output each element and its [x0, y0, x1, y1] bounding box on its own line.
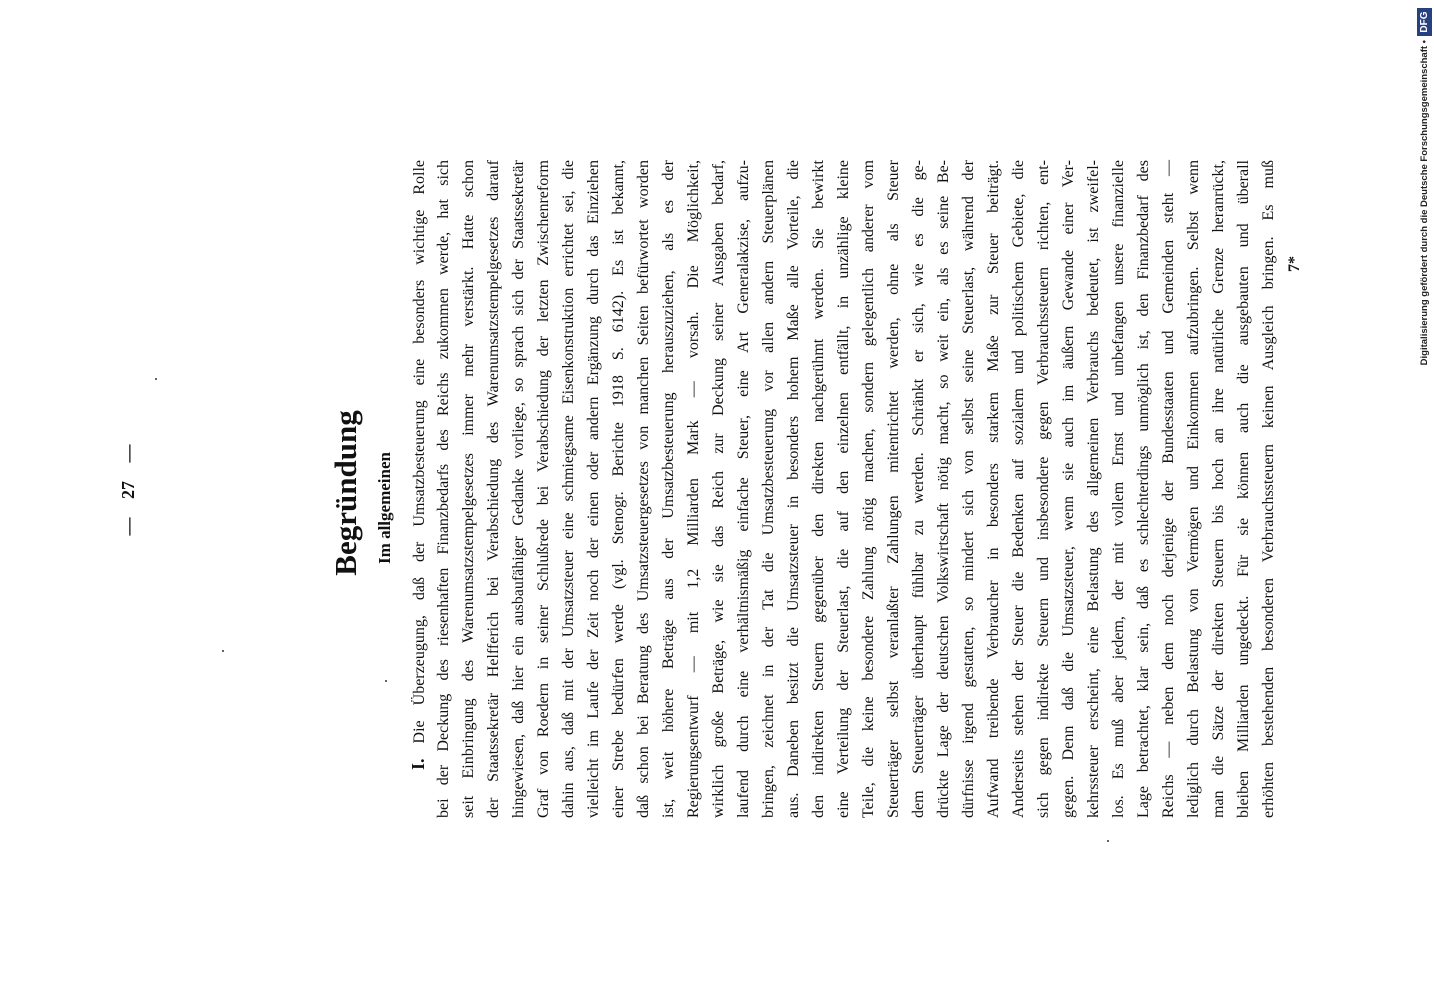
section-marker: I. [408, 758, 428, 770]
body-line: bei der Deckung des riesenhaften Finanzbedarfs des Reichs zukommen werde, hat sich [435, 160, 452, 818]
page-title: Begründung [328, 410, 363, 576]
body-line: lediglich durch Belastung von Vermögen und Einkommen aufzubringen. Selbst wenn [1185, 160, 1202, 818]
body-line: Lage betrachtet, klar sein, daß es schlechterdings unmöglich ist, den Finanzbedarf des [1135, 160, 1152, 818]
body-line: Reichs — neben dem noch derjenige der Bundesstaaten und Gemeinden steht — [1160, 160, 1177, 818]
body-line: daß schon bei Beratung des Umsatzsteuergesetzes von manchen Seiten befürwortet worden [635, 160, 652, 818]
body-line: Graf von Roedern in seiner Schlußrede bei Verabschiedung der letzten Zwischenreform [535, 160, 552, 818]
signature-mark: 7* [1286, 256, 1303, 272]
body-line: ist, weit höhere Beträge aus der Umsatzbesteuerung herauszuziehen, als es der [660, 160, 677, 818]
body-line: man die Sätze der direkten Steuern bis hoch an ihre natürliche Grenze heranrückt, [1210, 160, 1227, 818]
body-line: aus. Daneben besitzt die Umsatzsteuer in besonders hohem Maße alle Vorteile, die [785, 160, 802, 818]
body-line: sich gegen indirekte Steuern und insbesondere gegen Verbrauchssteuern richten, ent- [1035, 160, 1052, 818]
body-line: dahin aus, daß mit der Umsatzsteuer eine schmiegsame Eisenkonstruktion errichtet sei, die [560, 160, 577, 818]
body-line: dem Steuerträger überhaupt fühlbar zu werden. Schränkt er sich, wie es die ge- [910, 160, 927, 818]
page-number: — 27 — [118, 444, 138, 536]
body-line: erhöhten bestehenden besonderen Verbrauchssteuern keinen Ausgleich bringen. Es muß [1260, 160, 1277, 818]
body-line: Anderseits stehen der Steuer die Bedenken auf sozialem und politischem Gebiete, die [1010, 160, 1027, 818]
body-line-text: Die Überzeugung, daß der Umsatzbesteuerung eine besonders wichtige Rolle [411, 159, 428, 744]
body-line: der Staatssekretär Helfferich bei Verabschiedung des Warenumsatzstempelgesetzes darauf [485, 160, 502, 818]
scan-speck [222, 650, 224, 652]
dfg-credit-text: Digitalisierung gefördert durch die Deutsche Forschungsgemeinschaft • [1419, 40, 1430, 366]
body-line: los. Es muß aber jedem, der mit vollem Ernst und unbefangen unsere finanzielle [1110, 160, 1127, 818]
body-line: einer Strebe bedürfen werde (vgl. Stenogr. Berichte 1918 S. 6142). Es ist bekannt, [610, 160, 627, 818]
body-line: bleiben Milliarden ungedeckt. Für sie können auch die ausgebauten und überall [1235, 160, 1252, 818]
scan-speck [155, 378, 157, 380]
body-line: kehrssteuer erscheint, eine Belastung des allgemeinen Verbrauchs bedeutet, ist zweifel- [1085, 160, 1102, 818]
body-line: bringen, zeichnet in der Tat die Umsatzbesteuerung vor allen andern Steuerplänen [760, 160, 777, 818]
body-line: Regierungsentwurf — mit 1,2 Milliarden Mark — vorsah. Die Möglichkeit, [685, 160, 702, 818]
body-line: Teile, die keine besondere Zahlung nötig machen, sondern gelegentlich anderer vom [860, 160, 877, 818]
body-line: dürfnisse irgend gestatten, so mindert sich von selbst seine Steuerlast, während der [960, 160, 977, 818]
body-line: den indirekten Steuern gegenüber den direkten nachgerühmt werden. Sie bewirkt [810, 160, 827, 818]
body-line: laufend durch eine verhältnismäßig einfache Steuer, eine Art Generalakzise, aufzu- [735, 160, 752, 818]
body-line: vielleicht im Laufe der Zeit noch der einen oder andern Ergänzung durch das Einziehen [585, 160, 602, 818]
body-line: seit Einbringung des Warenumsatzstempelgesetzes immer mehr verstärkt. Hatte schon [460, 160, 477, 818]
body-line: wirklich große Beträge, wie sie das Reich zur Deckung seiner Ausgaben bedarf, [710, 160, 727, 818]
body-line: Steuerträger selbst veranlaßter Zahlungen mitentrichtet werden, ohne als Steuer [885, 160, 902, 818]
section-subtitle: Im allgemeinen [375, 452, 394, 564]
body-text [406, 160, 1281, 818]
scan-speck [1107, 840, 1109, 842]
body-line: gegen. Denn daß die Umsatzsteuer, wenn sie auch im äußern Gewande einer Ver- [1060, 160, 1077, 818]
body-line: hingewiesen, daß hier ein ausbaufähiger Gedanke vorliege, so sprach sich der Staatssekretär [510, 160, 527, 818]
body-line: drückte Lage der deutschen Volkswirtschaft nötig macht, so weit ein, als es seine Be- [935, 160, 952, 818]
body-line [406, 160, 431, 818]
dfg-logo: DFG [1417, 8, 1432, 36]
body-line: Aufwand treibende Verbraucher in besonders starkem Maße zur Steuer beiträgt. [985, 160, 1002, 818]
body-line: eine Verteilung der Steuerlast, die auf den einzelnen entfällt, in unzählige kleine [835, 160, 852, 818]
scan-speck [385, 680, 387, 682]
